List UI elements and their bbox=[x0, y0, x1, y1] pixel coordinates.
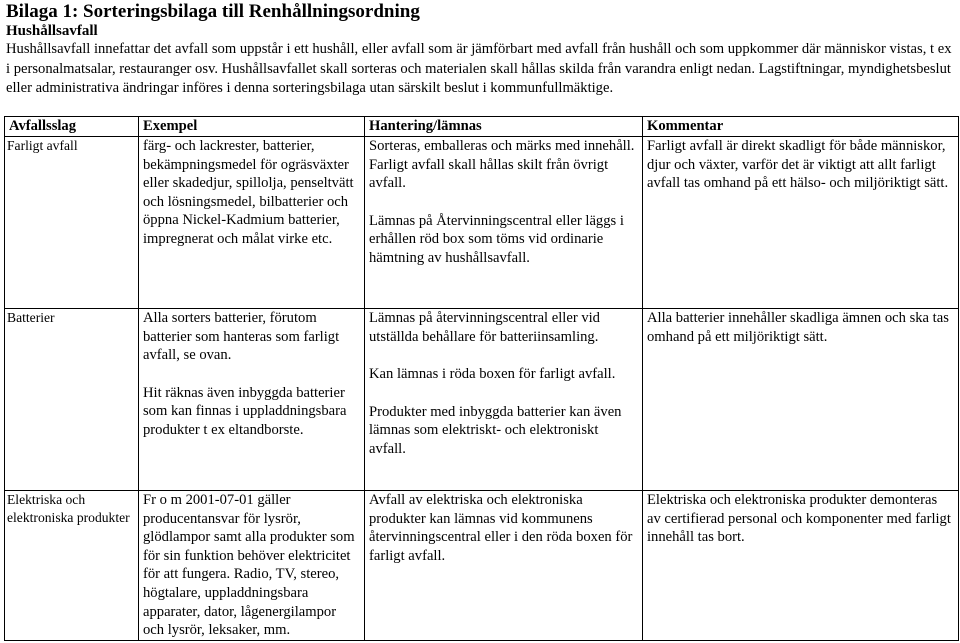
document-title: Bilaga 1: Sorteringsbilaga till Renhållningsordning bbox=[6, 1, 420, 22]
example-text: färg- och lackrester, batterier, bekämpningsmedel för ogräsväxter eller skadedjur, spillolja, penseltvätt och lösningsmedel, bilbatterier och öppna Nickel-Kadmium batterier, impregnerat och målat virke etc. bbox=[143, 138, 354, 247]
row-type-cell bbox=[5, 491, 139, 641]
comment-cell bbox=[643, 309, 959, 491]
handling-cell bbox=[365, 309, 643, 491]
table-row bbox=[5, 309, 959, 491]
example-text: Hit räknas även inbyggda batterier som kan finnas i uppladdningsbara produkter t ex eltandborste. bbox=[143, 384, 347, 438]
handling-text: Avfall av elektriska och elektroniska produkter kan lämnas vid kommunens återvinningscentral eller i den röda boxen för farligt avfall. bbox=[369, 492, 633, 564]
example-text: Fr o m 2001-07-01 gäller producentansvar för lysrör, glödlampor samt alla produkter som för sin funktion behöver elektricitet för att fungera. Radio, TV, stereo, högtalare, uppladdningsbara apparater, dator, lågenergilampor och lysrör, leksaker, mm. bbox=[143, 492, 355, 639]
example-cell bbox=[139, 137, 365, 309]
header-avfallsslag: Avfallsslag bbox=[5, 117, 139, 137]
handling-text: Lämnas på återvinningscentral eller vid utställda behållare för batteriinsamling. bbox=[369, 310, 600, 345]
example-text: Alla sorters batterier, förutom batterier som hanteras som farligt avfall, se ovan. bbox=[143, 310, 340, 364]
handling-text: Lämnas på Återvinningscentral eller läggs i erhållen röd box som töms vid ordinarie hämtning av hushållsavfall. bbox=[369, 212, 624, 266]
header-kommentar: Kommentar bbox=[643, 117, 959, 137]
waste-type-label: Farligt avfall bbox=[7, 138, 78, 153]
handling-text: Produkter med inbyggda batterier kan även lämnas som elektriskt- och elektroniskt avfall. bbox=[369, 403, 622, 457]
table-row bbox=[5, 137, 959, 309]
header-hantering: Hantering/lämnas bbox=[365, 117, 643, 137]
handling-cell bbox=[365, 137, 643, 309]
comment-text: Alla batterier innehåller skadliga ämnen och ska tas omhand på ett miljöriktigt sätt. bbox=[647, 310, 949, 345]
section-heading: Hushållsavfall bbox=[6, 23, 98, 39]
handling-cell bbox=[365, 491, 643, 641]
row-type-cell bbox=[5, 137, 139, 309]
row-type-cell bbox=[5, 309, 139, 491]
table-row bbox=[5, 491, 959, 641]
header-exempel: Exempel bbox=[139, 117, 365, 137]
comment-text: Elektriska och elektroniska produkter demonteras av certifierad personal och komponenter med farligt innehåll tas bort. bbox=[647, 492, 951, 546]
example-cell bbox=[139, 491, 365, 641]
comment-text: Farligt avfall är direkt skadligt för både människor, djur och växter, varför det är viktigt att allt farligt avfall tas omhand på ett hälso- och miljöriktigt sätt. bbox=[647, 138, 949, 192]
waste-type-label: Batterier bbox=[7, 310, 55, 325]
comment-cell bbox=[643, 491, 959, 641]
handling-text: Sorteras, emballeras och märks med innehåll. Farligt avfall skall hållas skilt från övrigt avfall. bbox=[369, 138, 635, 192]
example-cell bbox=[139, 309, 365, 491]
table-header-row bbox=[5, 117, 959, 137]
intro-paragraph: Hushållsavfall innefattar det avfall som uppstår i ett hushåll, eller avfall som är jämförbart med avfall från hushåll och som uppkommer där människor vistas, t ex i personalmatsalar, restauranger osv. Hushållsavfallet skall sorteras och materialen skall hållas skilda från varandra enligt nedan. Lagstiftningar, myndighetsbeslut eller administrativa ändringar införes i denna sorteringsbilaga utan särskilt beslut i kommunfullmäktige. bbox=[6, 41, 952, 96]
comment-cell bbox=[643, 137, 959, 309]
waste-type-label: Elektriska och elektroniska produkter bbox=[7, 492, 130, 525]
handling-text: Kan lämnas i röda boxen för farligt avfall. bbox=[369, 366, 616, 383]
sorting-table bbox=[4, 116, 959, 641]
